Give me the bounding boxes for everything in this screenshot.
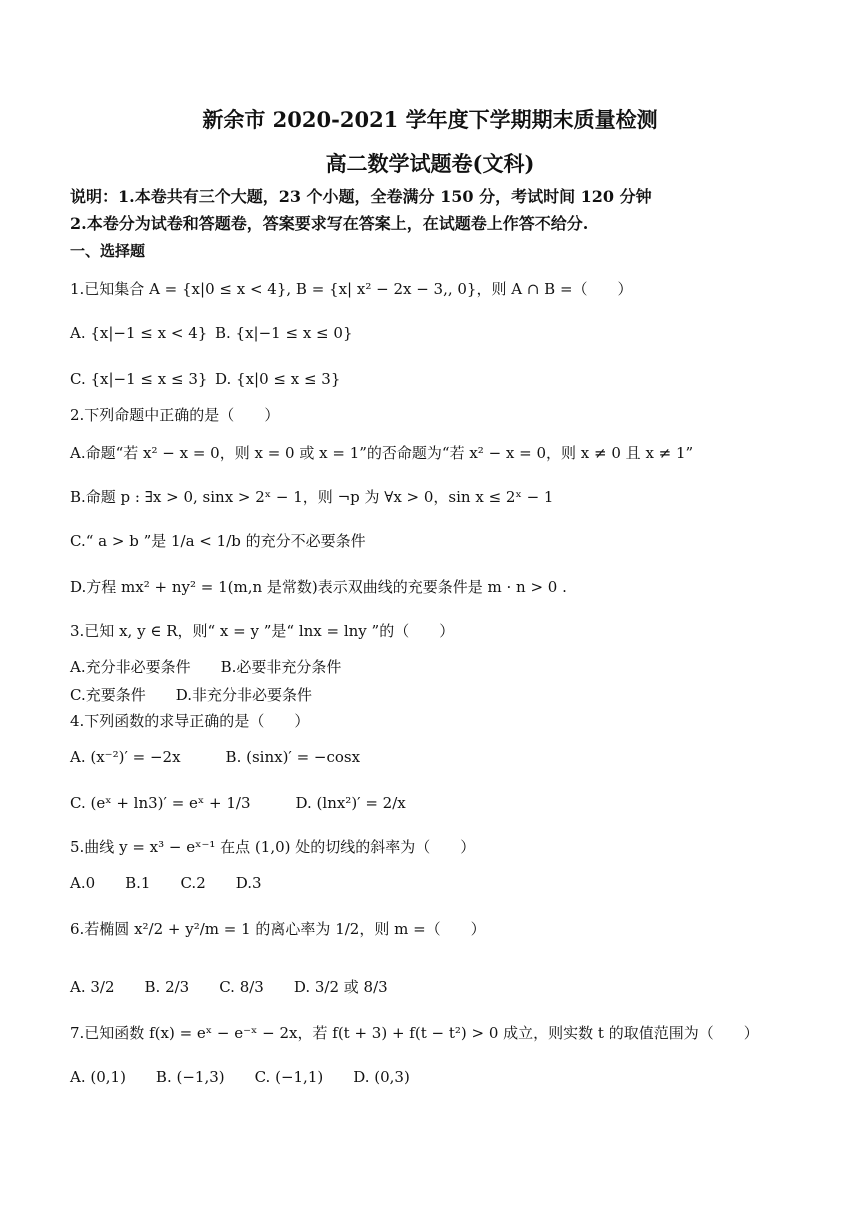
question-1-option-c: C. {x|−1 ≤ x ≤ 3} (70, 370, 208, 388)
question-4-options-cd: C. (eˣ + ln3)′ = eˣ + 1/3 D. (lnx²)′ = 2/x (70, 794, 406, 812)
question-2-option-a: A.命题“若 x² − x = 0，则 x = 0 或 x = 1”的否命题为“若 x² − x = 0，则 x ≠ 0 且 x ≠ 1” (70, 444, 694, 462)
question-2-option-d: D.方程 mx² + ny² = 1(m,n 是常数)表示双曲线的充要条件是 m · n > 0 . (70, 578, 567, 596)
question-4-stem: 4.下列函数的求导正确的是（ ） (70, 712, 310, 730)
question-3-options-cd: C.充要条件 D.非充分非必要条件 (70, 686, 312, 704)
question-1-option-a: A. {x|−1 ≤ x < 4} (70, 324, 208, 342)
question-6-stem: 6.若椭圆 x²/2 + y²/m = 1 的离心率为 1/2，则 m =（ ） (70, 920, 486, 938)
question-7-stem: 7.已知函数 f(x) = eˣ − e⁻ˣ − 2x，若 f(t + 3) + f(t − t²) > 0 成立，则实数 t 的取值范围为（ ） (70, 1024, 759, 1042)
question-2-option-c: C.“ a > b ”是 1/a < 1/b 的充分不必要条件 (70, 532, 366, 550)
note-2: 2.本卷分为试卷和答题卷，答案要求写在答案上，在试题卷上作答不给分. (70, 214, 589, 233)
question-2-stem: 2.下列命题中正确的是（ ） (70, 406, 280, 424)
question-1-stem: 1.已知集合 A = {x|0 ≤ x < 4}, B = {x| x² − 2x − 3,, 0}，则 A ∩ B =（ ） (70, 280, 633, 298)
question-4-options-ab: A. (x⁻²)′ = −2x B. (sinx)′ = −cosx (70, 748, 361, 766)
question-6-options: A. 3/2 B. 2/3 C. 8/3 D. 3/2 或 8/3 (70, 978, 388, 996)
question-2-option-b: B.命题 p : ∃x > 0, sinx > 2ˣ − 1，则 ¬p 为 ∀x > 0，sin x ≤ 2ˣ − 1 (70, 488, 554, 506)
exam-subtitle: 高二数学试题卷(文科) (325, 151, 535, 176)
question-1-option-b: B. {x|−1 ≤ x ≤ 0} (215, 324, 353, 342)
question-3-stem: 3.已知 x, y ∈ R，则“ x = y ”是“ lnx = lny ”的（ ） (70, 622, 455, 640)
question-5-stem: 5.曲线 y = x³ − eˣ⁻¹ 在点 (1,0) 处的切线的斜率为（ ） (70, 838, 476, 856)
question-5-options: A.0 B.1 C.2 D.3 (70, 874, 262, 892)
exam-title: 新余市 2020-2021 学年度下学期期末质量检测 (202, 107, 658, 132)
question-3-options-ab: A.充分非必要条件 B.必要非充分条件 (70, 658, 342, 676)
section-heading: 一、选择题 (70, 242, 146, 260)
question-1-option-d: D. {x|0 ≤ x ≤ 3} (215, 370, 341, 388)
question-7-options: A. (0,1) B. (−1,3) C. (−1,1) D. (0,3) (70, 1068, 410, 1086)
note-1: 说明：1.本卷共有三个大题，23 个小题，全卷满分 150 分，考试时间 120 分钟 (70, 187, 652, 206)
